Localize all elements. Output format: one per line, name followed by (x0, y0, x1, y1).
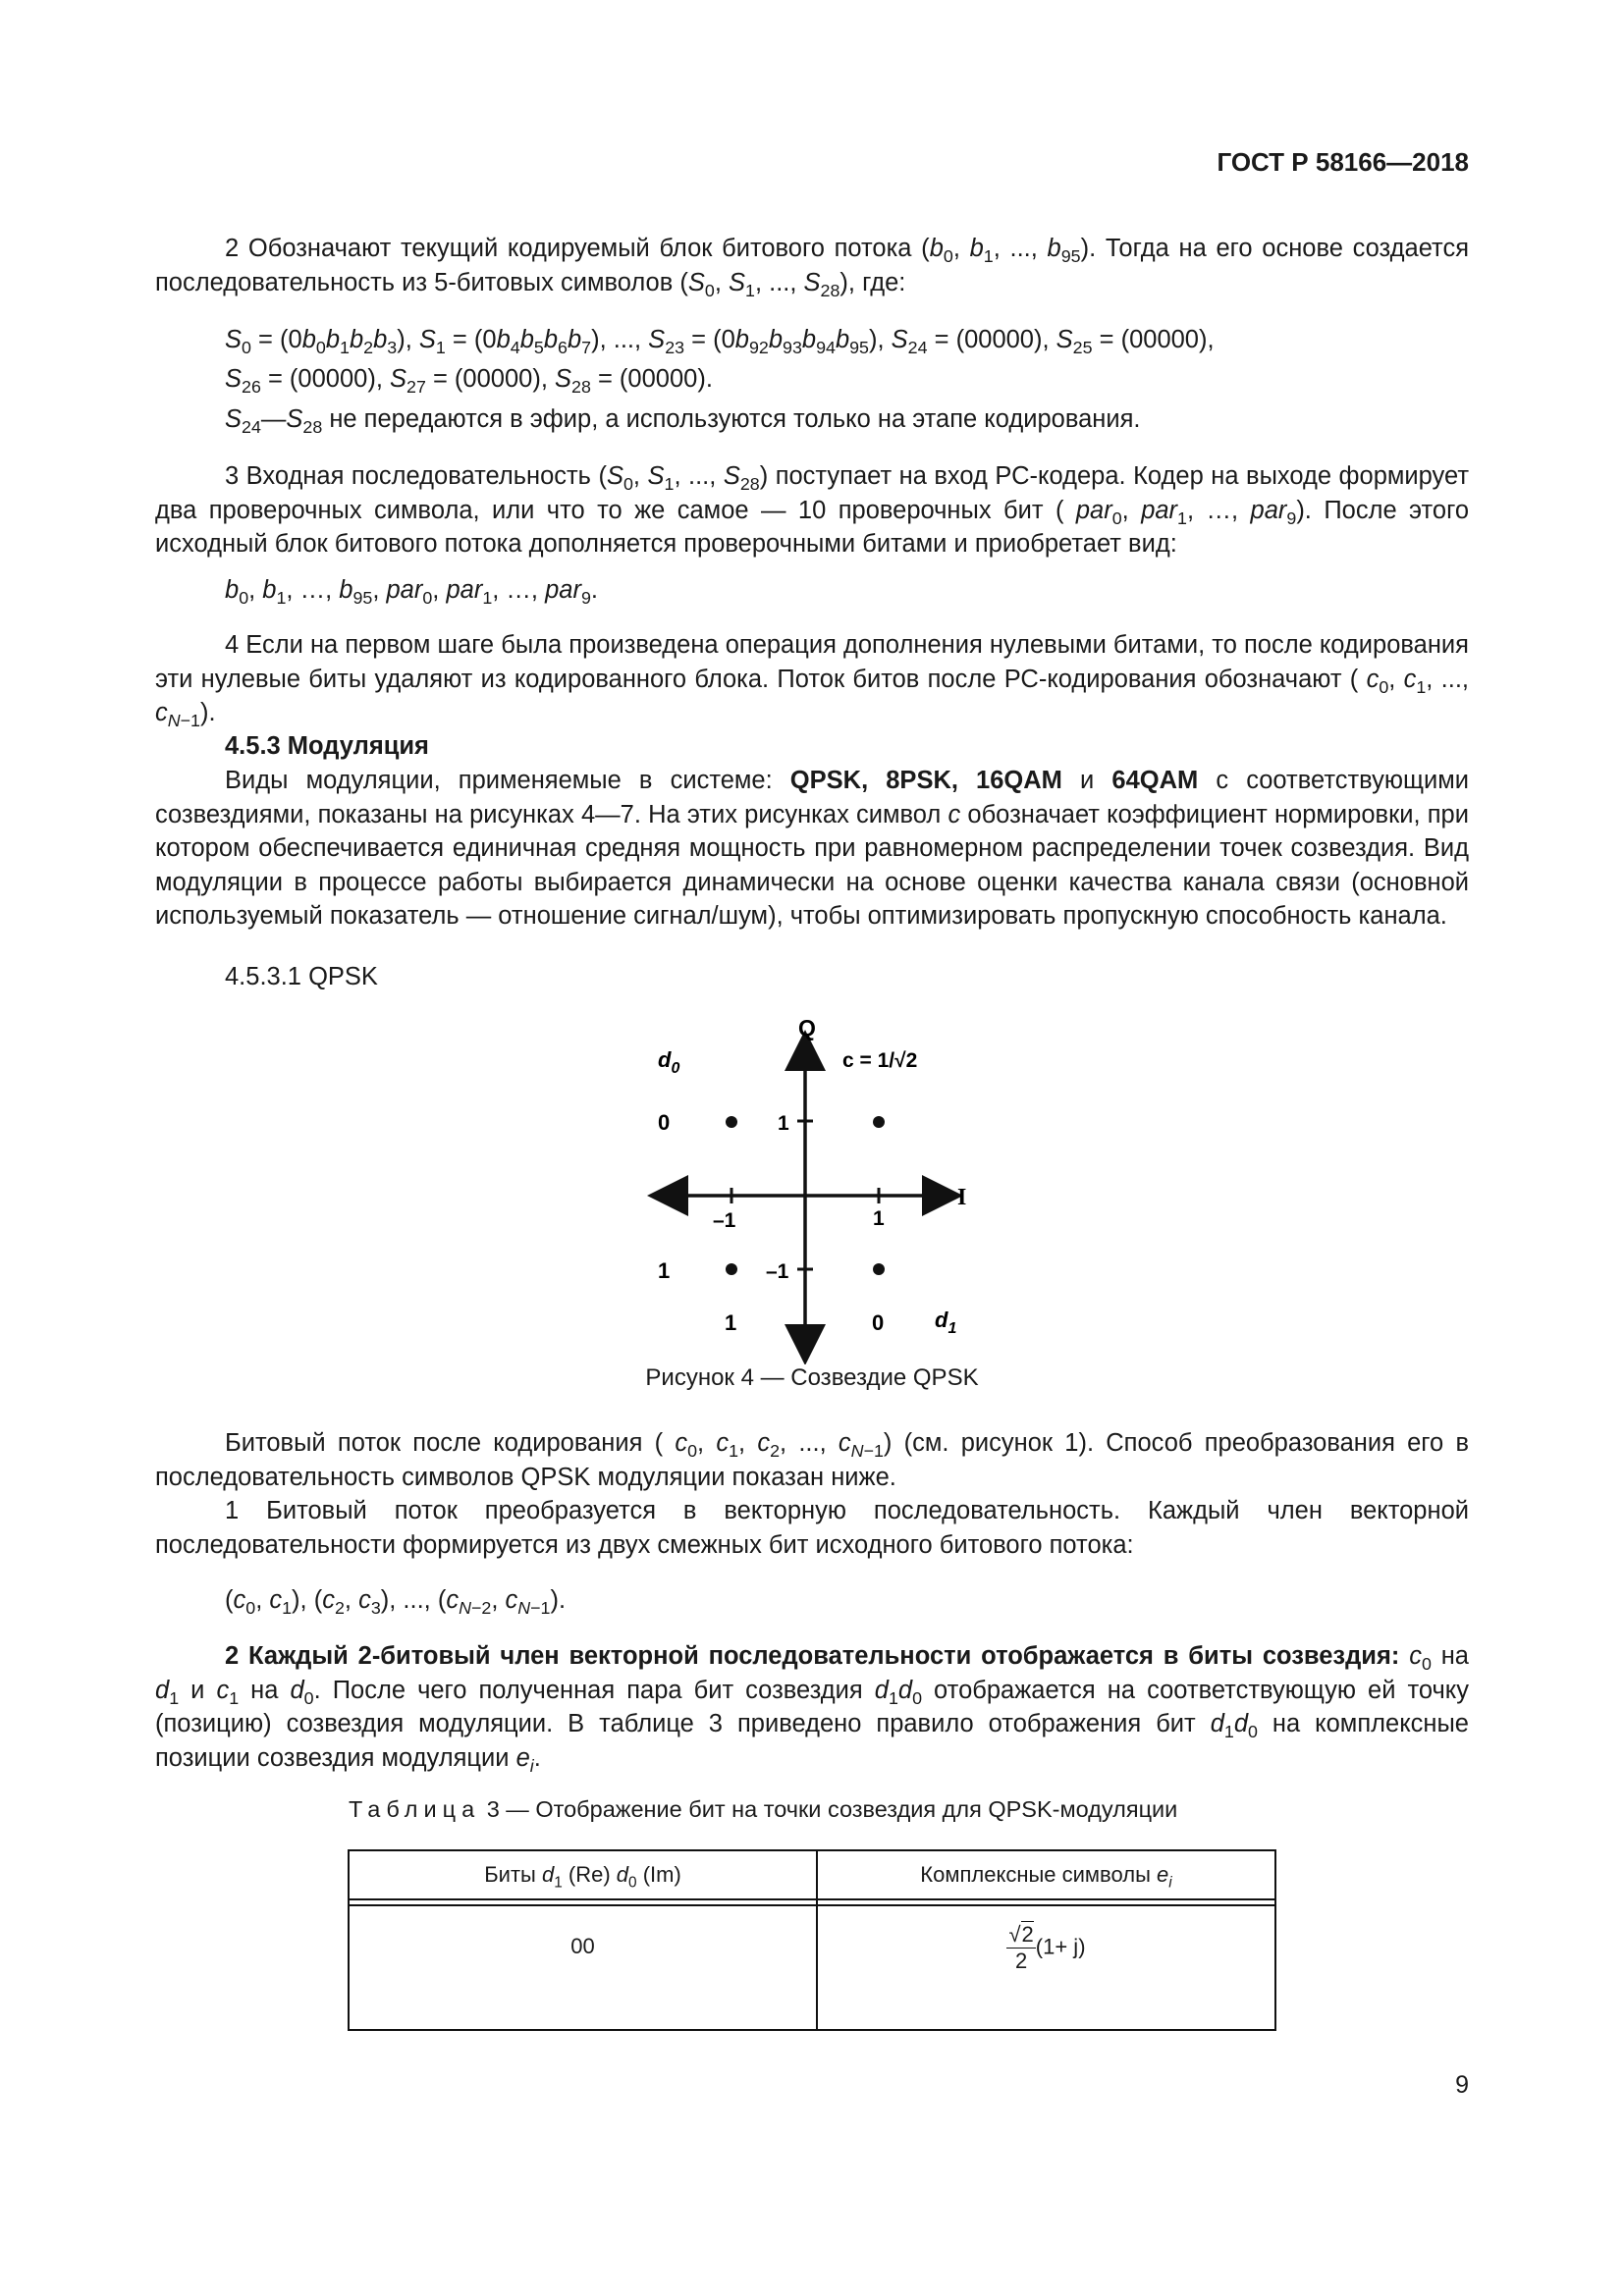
table-cell-bits: 00 (349, 1905, 817, 2030)
paragraph-modulation: Виды модуляции, применяемые в системе: QPSK, 8PSK, 16QAM и 64QAM с соответствующими созвездиями, показаны на рисунках 4—7. На этих рисунках символ c обозначает коэффициент нормировки, при котором обеспечивается единичная средняя мощность при равномерном распределении точек созвездия. Вид модуляции в процессе работы выбирается динамически на основе оценки качества канала связи (основной используемый показатель — отношение сигнал/шум), чтобы оптимизировать пропускную способность канала. (155, 767, 1470, 930)
table-header-bits: Биты $d_1$ (Re) $d_0$ (Im) (349, 1850, 817, 1899)
subsection-heading-qpsk: 4.5.3.1 QPSK (225, 963, 378, 990)
col-bit-left: 1 (725, 1310, 737, 1335)
tick-label-q-pos: 1 (778, 1112, 789, 1135)
tick-label-q-neg: –1 (766, 1260, 789, 1283)
d0-axis-label: $d_0$ (658, 1047, 680, 1077)
fraction-sqrt2-over-2: $\frac{√2}{2}$ (1008, 1922, 1034, 1973)
i-axis-label: I (957, 1185, 967, 1210)
document-header: ГОСТ Р 58166—2018 (1217, 147, 1469, 177)
formula-s-line-1: $S_0 = (0b_0b_1b_2b_3)$, $S_1 = (0b_4b_5b_6b_7)$, ..., $S_{23} = (0b_{92}b_{93}b_{94}b_{95})$, $S_{24} = (00000)$, $S_{25} = (00000)$, (225, 326, 1215, 358)
page-number: 9 (1455, 2071, 1469, 2099)
figure-caption: Рисунок 4 — Созвездие QPSK (645, 1364, 979, 1391)
paragraph-vector-step-1: 1 Битовый поток преобразуется в векторную последовательность. Каждый член векторной последовательности формируется из двух смежных бит исходного битового потока: (155, 1497, 1469, 1559)
formula-s-note: $S_{24}—S_{28}$ не передаются в эфир, а используются только на этапе кодирования. (225, 405, 1141, 438)
constellation-point-1 (726, 1116, 737, 1128)
tick-label-i-neg: –1 (713, 1209, 736, 1232)
formula-block: $b_0$, $b_1$, …, $b_{95}$, par$_0$, par$_1$, …, par$_9$. (225, 576, 598, 609)
row-bit-bottom: 1 (658, 1258, 671, 1283)
table-cell-symbol: $\frac{√2}{2}$ (1+ j) (817, 1905, 1275, 2030)
tick-label-i-pos: 1 (873, 1207, 885, 1230)
table-caption: Таблица 3 — Отображение бит на точки созвездия для QPSK-модуляции (349, 1796, 1178, 1822)
normalization-formula: c = 1/√2 (842, 1049, 918, 1072)
table-row (349, 1905, 1275, 2030)
paragraph-vector-step-2: 2 Каждый 2-битовый член векторной последовательности отображается в биты созвездия: $c_0$ на $d_1$ и $c_1$ на $d_0$. После чего полученная пара бит созвездия $d_1d_0$ отображается на соответствующую ей точку (позицию) созвездия модуляции. В таблице 3 приведено правило отображения бит $d_1d_0$ на комплексные позиции созвездия модуляции $e_i$. (155, 1642, 1469, 1776)
paragraph-bitstream: Битовый поток после кодирования ( $c_0$, $c_1$, $c_2$, ..., $c_{N-1}$) (см. рисунок 1). Способ преобразования его в последовательность символов QPSK модуляции показан ниже. (155, 1429, 1470, 1491)
paragraph-step-4: 4 Если на первом шаге была произведена операция дополнения нулевыми битами, то после кодирования эти нулевые биты удаляют из кодированного блока. Поток битов после РС-кодирования обозначают ( $c_0$, $c_1$, ..., $c_{N-1}$). (155, 631, 1469, 731)
paragraph-step-2: 2 Обозначают текущий кодируемый блок битового потока ($b_0$, $b_1$, ..., $b_{95}$). Тогда на его основе создается последовательность из 5-битовых символов ($S_0$, $S_1$, ..., $S_{28}$), где: (155, 235, 1470, 300)
row-bit-top: 0 (658, 1110, 671, 1135)
bit-mapping-table (348, 1849, 1276, 2031)
table-header-symbols: Комплексные символы $e_i$ (817, 1850, 1275, 1899)
q-axis-label: Q (798, 1015, 816, 1041)
section-heading-modulation: 4.5.3 Модуляция (225, 732, 429, 760)
col-bit-right: 0 (872, 1310, 885, 1335)
constellation-point-4 (873, 1263, 885, 1275)
paragraph-step-3: 3 Входная последовательность ($S_0$, $S_1$, ..., $S_{28}$) поступает на вход РС-кодера. Кодер на выходе формирует два проверочных символа, или что то же самое — 10 проверочных бит ( par$_0$, par$_1$, …, par$_9$). После этого исходный блок битового потока дополняется проверочными битами и приобретает вид: (155, 462, 1470, 558)
constellation-point-3 (726, 1263, 737, 1275)
qpsk-constellation-figure (628, 1011, 1021, 1364)
constellation-point-2 (873, 1116, 885, 1128)
formula-s-line-2: $S_{26} = (00000)$, $S_{27} = (00000)$, $S_{28} = (00000)$. (225, 365, 713, 398)
formula-vector-sequence: ($c_0$, $c_1$), ($c_2$, $c_3$), ..., ($c_{N-2}$, $c_{N-1}$). (225, 1586, 567, 1619)
d1-axis-label: $d_1$ (935, 1308, 957, 1337)
